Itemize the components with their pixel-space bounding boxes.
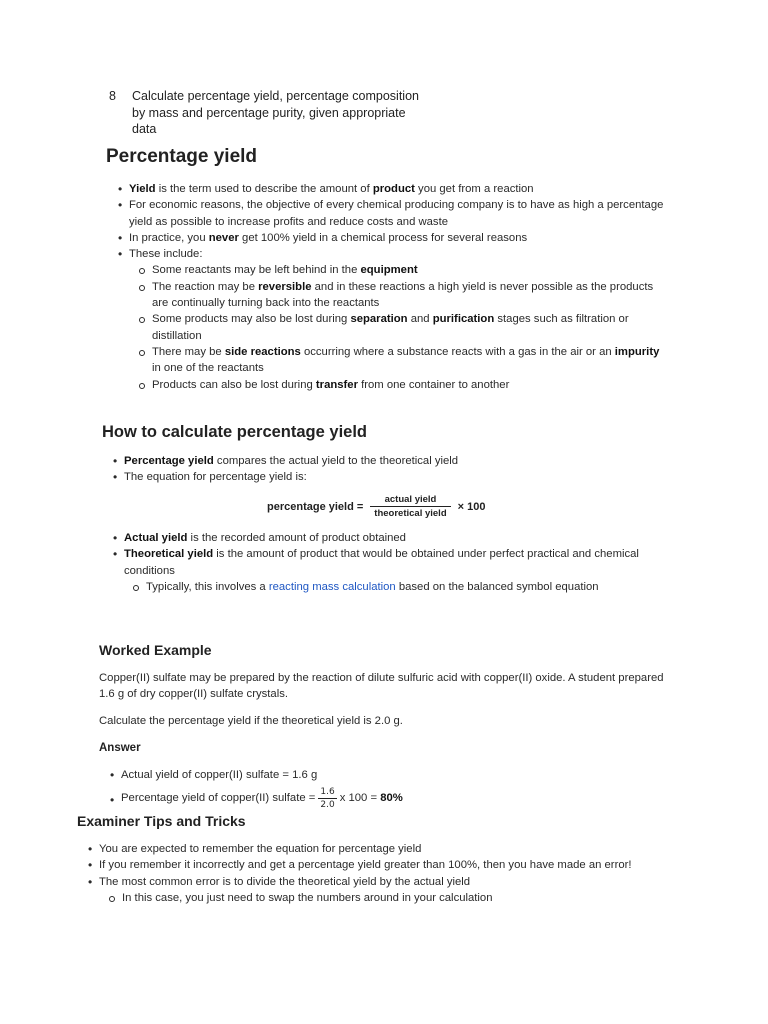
examiner-tips-list <box>99 841 649 906</box>
reasons-sublist <box>152 262 664 392</box>
objective-text: Calculate percentage yield, percentage composition by mass and percentage purity, given appropriate data <box>132 89 419 136</box>
percentage-yield-list <box>129 181 664 393</box>
percentage-yield-equation <box>267 494 485 519</box>
equation-fraction <box>370 494 450 519</box>
equation-numerator: actual yield <box>384 494 437 505</box>
sub-list-item: There may be side reactions occurring where a substance reacts with a gas in the air or an impurity in one of the reactants <box>152 344 664 377</box>
sub-list-item: Products can also be lost during transfer from one container to another <box>152 377 664 393</box>
section-title-percentage-yield: Percentage yield <box>106 146 258 167</box>
sub-list-item: Some reactants may be left behind in the equipment <box>152 262 664 278</box>
list-item: • Actual yield is the recorded amount of product obtained <box>124 530 664 546</box>
equation-lhs: percentage yield = <box>267 500 364 513</box>
list-item: • In practice, you never get 100% yield in a chemical process for several reasons <box>129 230 664 246</box>
answer-result: 80% <box>380 792 403 805</box>
reacting-mass-calculation-link[interactable]: reacting mass calculation <box>268 580 396 593</box>
worked-example-title: Worked Example <box>99 642 212 658</box>
worked-example-question: Copper(II) sulfate may be prepared by the reaction of dilute sulfuric acid with copper(II) oxide. A student prepared 1.6 g of dry copper(II) sulfate crystals. <box>99 672 664 701</box>
objective-number: 8 <box>109 89 116 103</box>
list-item: • Yield is the term used to describe the amount of product you get from a reaction <box>129 181 664 197</box>
sub-list-item: Some products may also be lost during separation and purification stages such as filtration or distillation <box>152 311 664 344</box>
equation-multiplier: × 100 <box>457 500 486 513</box>
examiner-tips-title: Examiner Tips and Tricks <box>77 813 246 829</box>
section-title-how-to-calculate: How to calculate percentage yield <box>102 423 367 441</box>
list-item: • Percentage yield compares the actual yield to the theoretical yield <box>124 453 664 469</box>
list-item: • The equation for percentage yield is: <box>124 469 664 485</box>
answer-heading: Answer <box>99 742 141 754</box>
answer-list <box>121 767 621 809</box>
sub-list-item: Typically, this involves a reacting mass calculation based on the balanced symbol equation <box>146 579 664 595</box>
list-item: • The most common error is to divide the theoretical yield by the actual yield <box>99 874 649 890</box>
worked-example-task: Calculate the percentage yield if the theoretical yield is 2.0 g. <box>99 715 403 727</box>
list-item: • Actual yield of copper(II) sulfate = 1.6 g <box>121 767 621 783</box>
fraction-bar <box>370 506 450 507</box>
list-item: • You are expected to remember the equation for percentage yield <box>99 841 649 857</box>
equation-denominator: theoretical yield <box>374 508 447 519</box>
list-item: • Theoretical yield is the amount of product that would be obtained under perfect practical and chemical conditions <box>124 546 664 579</box>
list-item: • If you remember it incorrectly and get a percentage yield greater than 100%, then you have made an error! <box>99 857 649 873</box>
list-item: • Percentage yield of copper(II) sulfate = 1.6 2.0 x 100 = 80% <box>121 787 621 809</box>
sub-list-item: The reaction may be reversible and in these reactions a high yield is never possible as the products are continually turning back into the reactants <box>152 279 664 312</box>
answer-fraction: 1.6 2.0 <box>320 786 335 810</box>
yield-definitions-list <box>124 530 664 595</box>
list-item: • These include: <box>129 246 664 262</box>
list-item: • For economic reasons, the objective of every chemical producing company is to have as high a percentage yield as possible to increase profits and reduce costs and waste <box>129 197 664 230</box>
sub-list-item: In this case, you just need to swap the numbers around in your calculation <box>122 890 649 906</box>
calculation-list <box>124 453 664 486</box>
